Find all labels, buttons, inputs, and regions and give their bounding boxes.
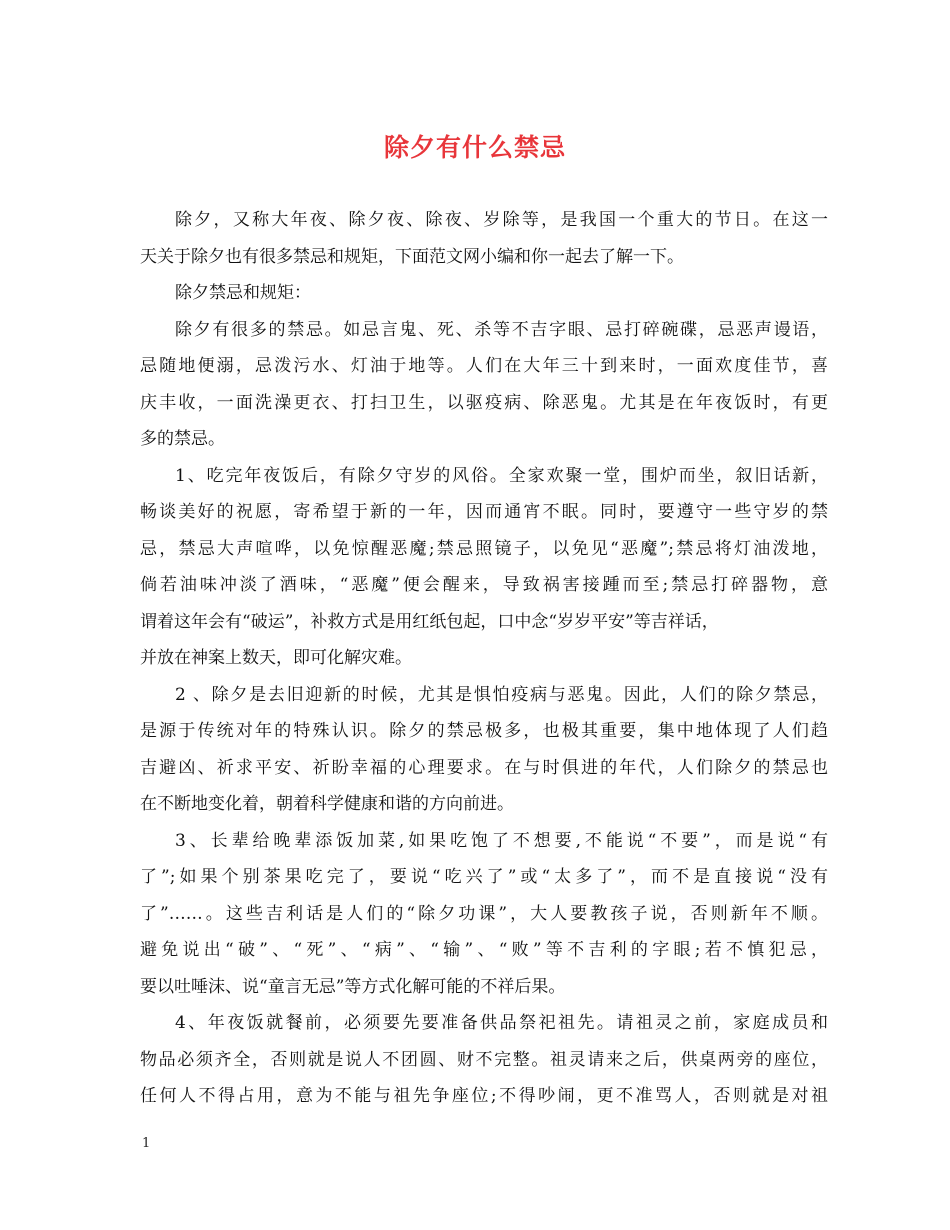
text-line: 吉避凶、祈求平安、祈盼幸福的心理要求。在与时俱进的年代，人们除夕的禁忌也 [140,757,828,778]
text-line: 了”;如果个别茶果吃完了，要说“吃兴了”或“太多了”，而不是直接说“没有 [140,867,828,887]
text-line: 忌，禁忌大声喧哗，以免惊醒恶魔;禁忌照镜子，以免见“恶魔”;禁忌将灯油泼地， [140,538,828,559]
text-line: 要以吐唾沫、说“童言无忌”等方式化解可能的不祥后果。 [140,976,566,997]
text-line: 畅谈美好的祝愿，寄希望于新的一年，因而通宵不眠。同时，要遵守一些守岁的禁 [140,502,828,522]
text-line: 2 、除夕是去旧迎新的时候，尤其是惧怕疫病与恶鬼。因此，人们的除夕禁忌， [175,684,828,705]
text-line: 谓着这年会有“破运”，补救方式是用红纸包起，口中念“岁岁平安”等吉祥话， [140,611,719,632]
text-line: 多的禁忌。 [140,429,225,449]
text-line: 任何人不得占用，意为不能与祖先争座位;不得吵闹，更不准骂人，否则就是对祖 [140,1086,828,1106]
text-line: 并放在神案上数天，即可化解灾难。 [140,648,412,668]
page-number: 1 [142,1136,151,1151]
text-line: 物品必须齐全，否则就是说人不团圆、财不完整。祖灵请来之后，供桌两旁的座位， [140,1049,828,1070]
text-line: 了”……。这些吉利话是人们的“除夕功课”，大人要教孩子说，否则新年不顺。 [140,903,828,924]
text-line: 除夕有很多的禁忌。如忌言鬼、死、杀等不吉字眼、忌打碎碗碟，忌恶声谩语， [175,319,828,340]
text-line: 3、长辈给晚辈添饭加菜,如果吃饱了不想要,不能说“不要”，而是说“有 [175,830,828,851]
text-line: 1、吃完年夜饭后，有除夕守岁的风俗。全家欢聚一堂，围炉而坐，叙旧话新， [175,465,828,486]
text-line: 天关于除夕也有很多禁忌和规矩，下面范文网小编和你一起去了解一下。 [140,246,684,267]
text-line: 倘若油味冲淡了酒味，“恶魔”便会醒来，导致祸害接踵而至;禁忌打碎器物，意 [140,575,828,595]
text-line: 避免说出“破”、“死”、“病”、“输”、“败”等不吉利的字眼;若不慎犯忌， [140,940,828,960]
text-line: 忌随地便溺，忌泼污水、灯油于地等。人们在大年三十到来时，一面欢度佳节，喜 [140,356,828,376]
text-line: 除夕禁忌和规矩： [175,283,311,303]
document-title: 除夕有什么禁忌 [383,133,566,162]
document-body [140,202,828,1115]
text-line: 除夕，又称大年夜、除夕夜、除夜、岁除等，是我国一个重大的节日。在这一 [175,210,828,230]
text-line: 是源于传统对年的特殊认识。除夕的禁忌极多，也极其重要，集中地体现了人们趋 [140,721,828,741]
text-line: 4、年夜饭就餐前，必须要先要准备供品祭祀祖先。请祖灵之前，家庭成员和 [175,1013,828,1033]
text-line: 庆丰收，一面洗澡更衣、打扫卫生，以驱疫病、除恶鬼。尤其是在年夜饭时，有更 [140,392,828,413]
text-line: 在不断地变化着，朝着科学健康和谐的方向前进。 [140,794,514,814]
